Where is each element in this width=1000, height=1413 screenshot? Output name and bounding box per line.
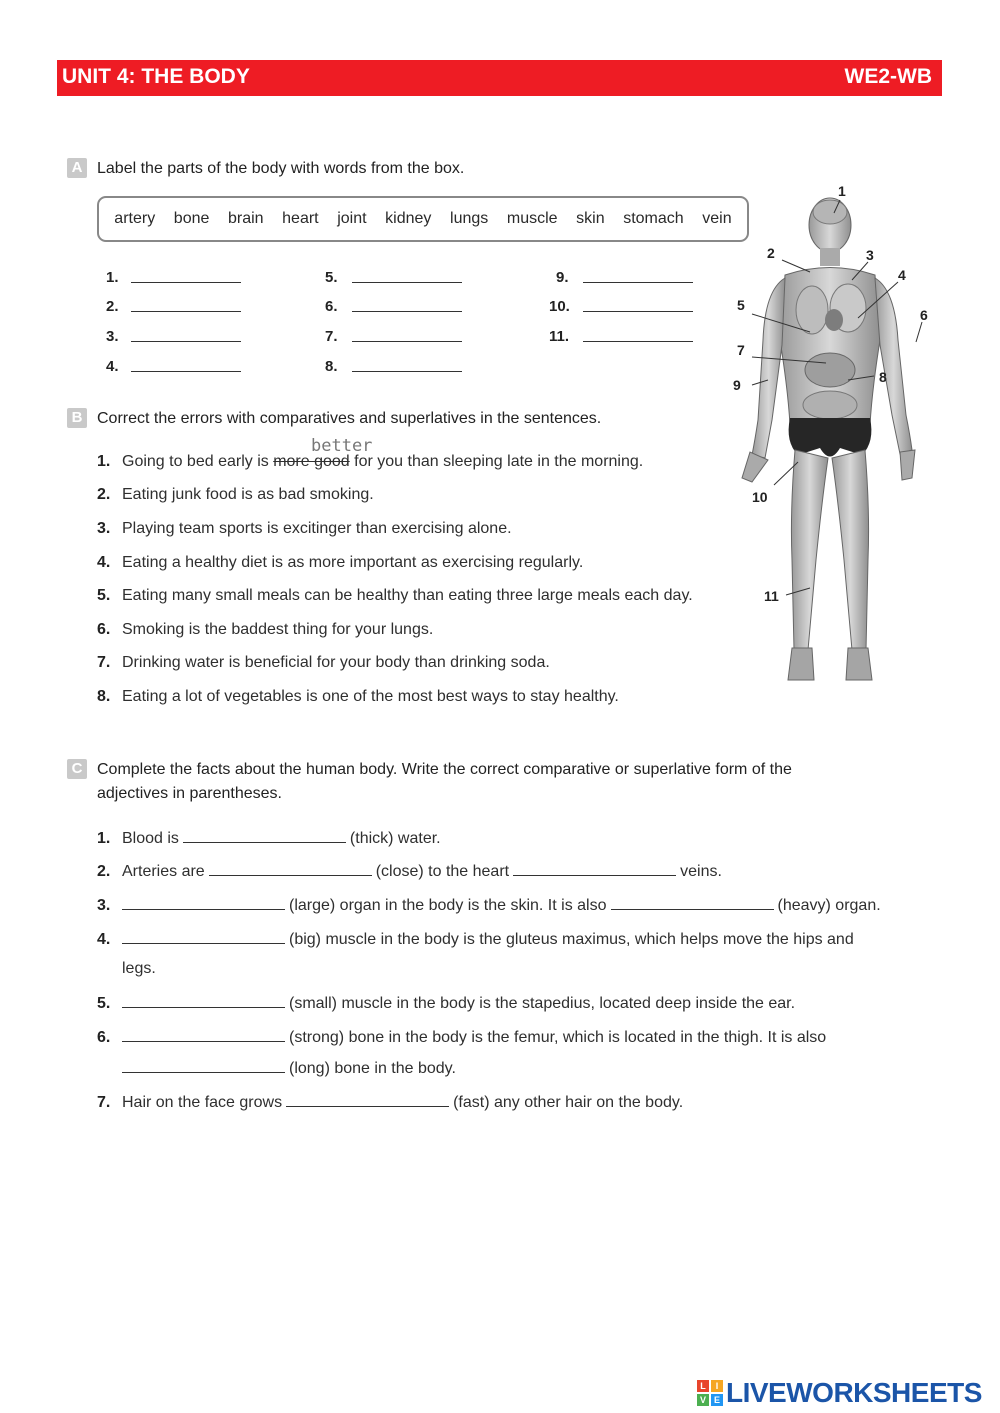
word-box-item: kidney — [385, 210, 432, 227]
label-number: 10. — [549, 298, 570, 315]
sentence-text: Drinking water is beneficial for your body than drinking soda. — [122, 654, 550, 671]
label-number: 11. — [549, 328, 570, 345]
section-a-instruction: Label the parts of the body with words from the box. — [97, 160, 465, 177]
figure-label-5: 5 — [737, 297, 745, 313]
sentence-b-1 — [97, 453, 643, 471]
answer-blank[interactable] — [513, 861, 676, 876]
fact-number: 1. — [97, 830, 111, 847]
label-number: 2. — [106, 298, 119, 315]
label-number: 6. — [325, 298, 338, 315]
sentence-b-8 — [97, 688, 619, 706]
logo-text: LIVEWORKSHEETS — [726, 1377, 982, 1408]
sentence-b-7 — [97, 654, 550, 672]
sentence-number: 8. — [97, 688, 111, 705]
label-number: 8. — [325, 358, 338, 375]
workbook-code: WE2-WB — [844, 65, 932, 88]
answer-line-10[interactable] — [583, 311, 693, 312]
sentence-number: 4. — [97, 554, 111, 571]
fact-c-5 — [97, 993, 795, 1013]
figure-label-8: 8 — [879, 369, 887, 385]
answer-blank[interactable] — [286, 1092, 449, 1107]
fact-number: 7. — [97, 1094, 111, 1111]
section-c-instruction: Complete the facts about the human body. Write the correct comparative or superlative form of the — [97, 761, 792, 778]
human-body-figure — [730, 180, 940, 690]
figure-label-11: 11 — [764, 588, 779, 604]
fact-c-6-cont — [122, 1058, 456, 1078]
word-box — [97, 196, 749, 242]
logo-letter: L — [697, 1380, 709, 1392]
right-leg-shape — [832, 450, 869, 650]
logo-letter: E — [711, 1394, 723, 1406]
liveworksheets-logo[interactable] — [697, 1378, 982, 1408]
brain-shape — [813, 200, 847, 224]
sentence-number: 1. — [97, 453, 111, 470]
fact-text: Blood is — [122, 830, 179, 847]
figure-label-2: 2 — [767, 245, 775, 261]
section-b-badge: B — [67, 408, 87, 428]
word-box-item: bone — [173, 210, 210, 227]
word-box-item: brain — [227, 210, 264, 227]
sentence-text: Eating a lot of vegetables is one of the most best ways to stay healthy. — [122, 688, 619, 705]
answer-line-1[interactable] — [131, 282, 241, 283]
answer-line-3[interactable] — [131, 341, 241, 342]
unit-header — [57, 60, 942, 96]
fact-text: (big) muscle in the body is the gluteus maximus, which helps move the hips and — [289, 931, 854, 948]
answer-line-11[interactable] — [583, 341, 693, 342]
word-box-item: artery — [114, 210, 156, 227]
fact-number: 2. — [97, 863, 111, 880]
sentence-b-6 — [97, 621, 433, 639]
fact-text: veins. — [680, 863, 722, 880]
fact-c-4 — [97, 929, 854, 949]
neck-shape — [820, 248, 840, 266]
fact-c-3 — [97, 895, 881, 915]
answer-blank[interactable] — [122, 1058, 285, 1073]
sentence-number: 2. — [97, 486, 111, 503]
sentence-number: 3. — [97, 520, 111, 537]
answer-blank[interactable] — [183, 828, 346, 843]
label-number: 3. — [106, 328, 119, 345]
fact-c-4-cont: legs. — [122, 960, 156, 977]
answer-line-8[interactable] — [352, 371, 462, 372]
word-box-item: muscle — [506, 210, 558, 227]
handwritten-correction: better — [311, 436, 373, 456]
sentence-number: 7. — [97, 654, 111, 671]
word-box-item: stomach — [623, 210, 684, 227]
left-leg-shape — [791, 450, 828, 650]
fact-c-2 — [97, 861, 722, 881]
logo-letter: I — [711, 1380, 723, 1392]
word-box-item: skin — [576, 210, 605, 227]
fact-text: (fast) any other hair on the body. — [453, 1094, 684, 1111]
answer-blank[interactable] — [209, 861, 372, 876]
lung-left-shape — [796, 286, 828, 334]
fact-text: (close) to the heart — [375, 863, 510, 880]
left-arm-shape — [752, 278, 785, 458]
fact-number: 4. — [97, 931, 111, 948]
fact-c-1 — [97, 828, 441, 848]
sentence-text: Eating a healthy diet is as more important as exercising regularly. — [122, 554, 584, 571]
fact-text: (strong) bone in the body is the femur, which is located in the thigh. It is also — [289, 1029, 827, 1046]
sentence-text: for you than sleeping late in the morning. — [349, 453, 644, 470]
fact-text: (long) bone in the body. — [289, 1060, 456, 1077]
briefs-shape — [789, 418, 872, 457]
label-number: 7. — [325, 328, 338, 345]
logo-letter: V — [697, 1394, 709, 1406]
right-hand-shape — [900, 450, 915, 480]
sentence-text: Smoking is the baddest thing for your lungs. — [122, 621, 434, 638]
sentence-text: Playing team sports is excitinger than exercising alone. — [122, 520, 512, 537]
sentence-b-2 — [97, 486, 374, 504]
fact-number: 5. — [97, 995, 111, 1012]
sentence-number: 6. — [97, 621, 111, 638]
answer-line-6[interactable] — [352, 311, 462, 312]
answer-line-2[interactable] — [131, 311, 241, 312]
label-number: 4. — [106, 358, 119, 375]
fact-text: (thick) water. — [349, 830, 441, 847]
answer-line-7[interactable] — [352, 341, 462, 342]
answer-line-9[interactable] — [583, 282, 693, 283]
answer-blank[interactable] — [122, 1027, 285, 1042]
answer-blank[interactable] — [122, 895, 285, 910]
fact-text: (small) muscle in the body is the stapedius, located deep inside the ear. — [289, 995, 796, 1012]
unit-title: UNIT 4: THE BODY — [62, 65, 250, 88]
fact-number: 6. — [97, 1029, 111, 1046]
fact-text: (heavy) organ. — [777, 897, 881, 914]
fact-c-7 — [97, 1092, 683, 1112]
sentence-text: Going to bed early is — [122, 453, 274, 470]
right-arm-shape — [875, 278, 912, 454]
word-box-item: joint — [337, 210, 367, 227]
sentence-b-5 — [97, 587, 693, 605]
intestine-shape — [803, 391, 857, 419]
section-b-instruction: Correct the errors with comparatives and superlatives in the sentences. — [97, 410, 602, 427]
sentence-text: Eating many small meals can be healthy than eating three large meals each day. — [122, 587, 693, 604]
word-box-item: lungs — [450, 210, 489, 227]
answer-line-5[interactable] — [352, 282, 462, 283]
answer-blank[interactable] — [122, 993, 285, 1008]
section-a-badge: A — [67, 158, 87, 178]
figure-label-7: 7 — [737, 342, 745, 358]
figure-label-9: 9 — [733, 377, 741, 393]
fact-text: (large) organ in the body is the skin. It is also — [289, 897, 607, 914]
right-foot-shape — [846, 648, 872, 680]
answer-line-4[interactable] — [131, 371, 241, 372]
answer-blank[interactable] — [611, 895, 774, 910]
answer-blank[interactable] — [122, 929, 285, 944]
heart-shape — [825, 309, 843, 331]
word-box-item: vein — [702, 210, 732, 227]
fact-text: Arteries are — [122, 863, 205, 880]
label-number: 9. — [556, 269, 569, 286]
fact-number: 3. — [97, 897, 111, 914]
fact-text: Hair on the face grows — [122, 1094, 283, 1111]
sentence-text: Eating junk food is as bad smoking. — [122, 486, 374, 503]
sentence-b-4 — [97, 554, 583, 572]
figure-label-10: 10 — [752, 489, 768, 505]
figure-label-6: 6 — [920, 307, 928, 323]
fact-c-6 — [97, 1027, 826, 1047]
sentence-number: 5. — [97, 587, 111, 604]
logo-mark-icon — [697, 1380, 723, 1406]
section-c-badge: C — [67, 759, 87, 779]
figure-label-3: 3 — [866, 247, 874, 263]
figure-label-1: 1 — [838, 183, 846, 199]
label-number: 5. — [325, 269, 338, 286]
label-number: 1. — [106, 269, 119, 286]
section-c-instruction-cont: adjectives in parentheses. — [97, 785, 282, 802]
stomach-shape — [805, 353, 855, 387]
struck-text: more good — [273, 453, 350, 470]
word-box-item: heart — [282, 210, 319, 227]
sentence-b-3 — [97, 520, 512, 538]
figure-label-4: 4 — [898, 267, 906, 283]
left-foot-shape — [788, 648, 814, 680]
